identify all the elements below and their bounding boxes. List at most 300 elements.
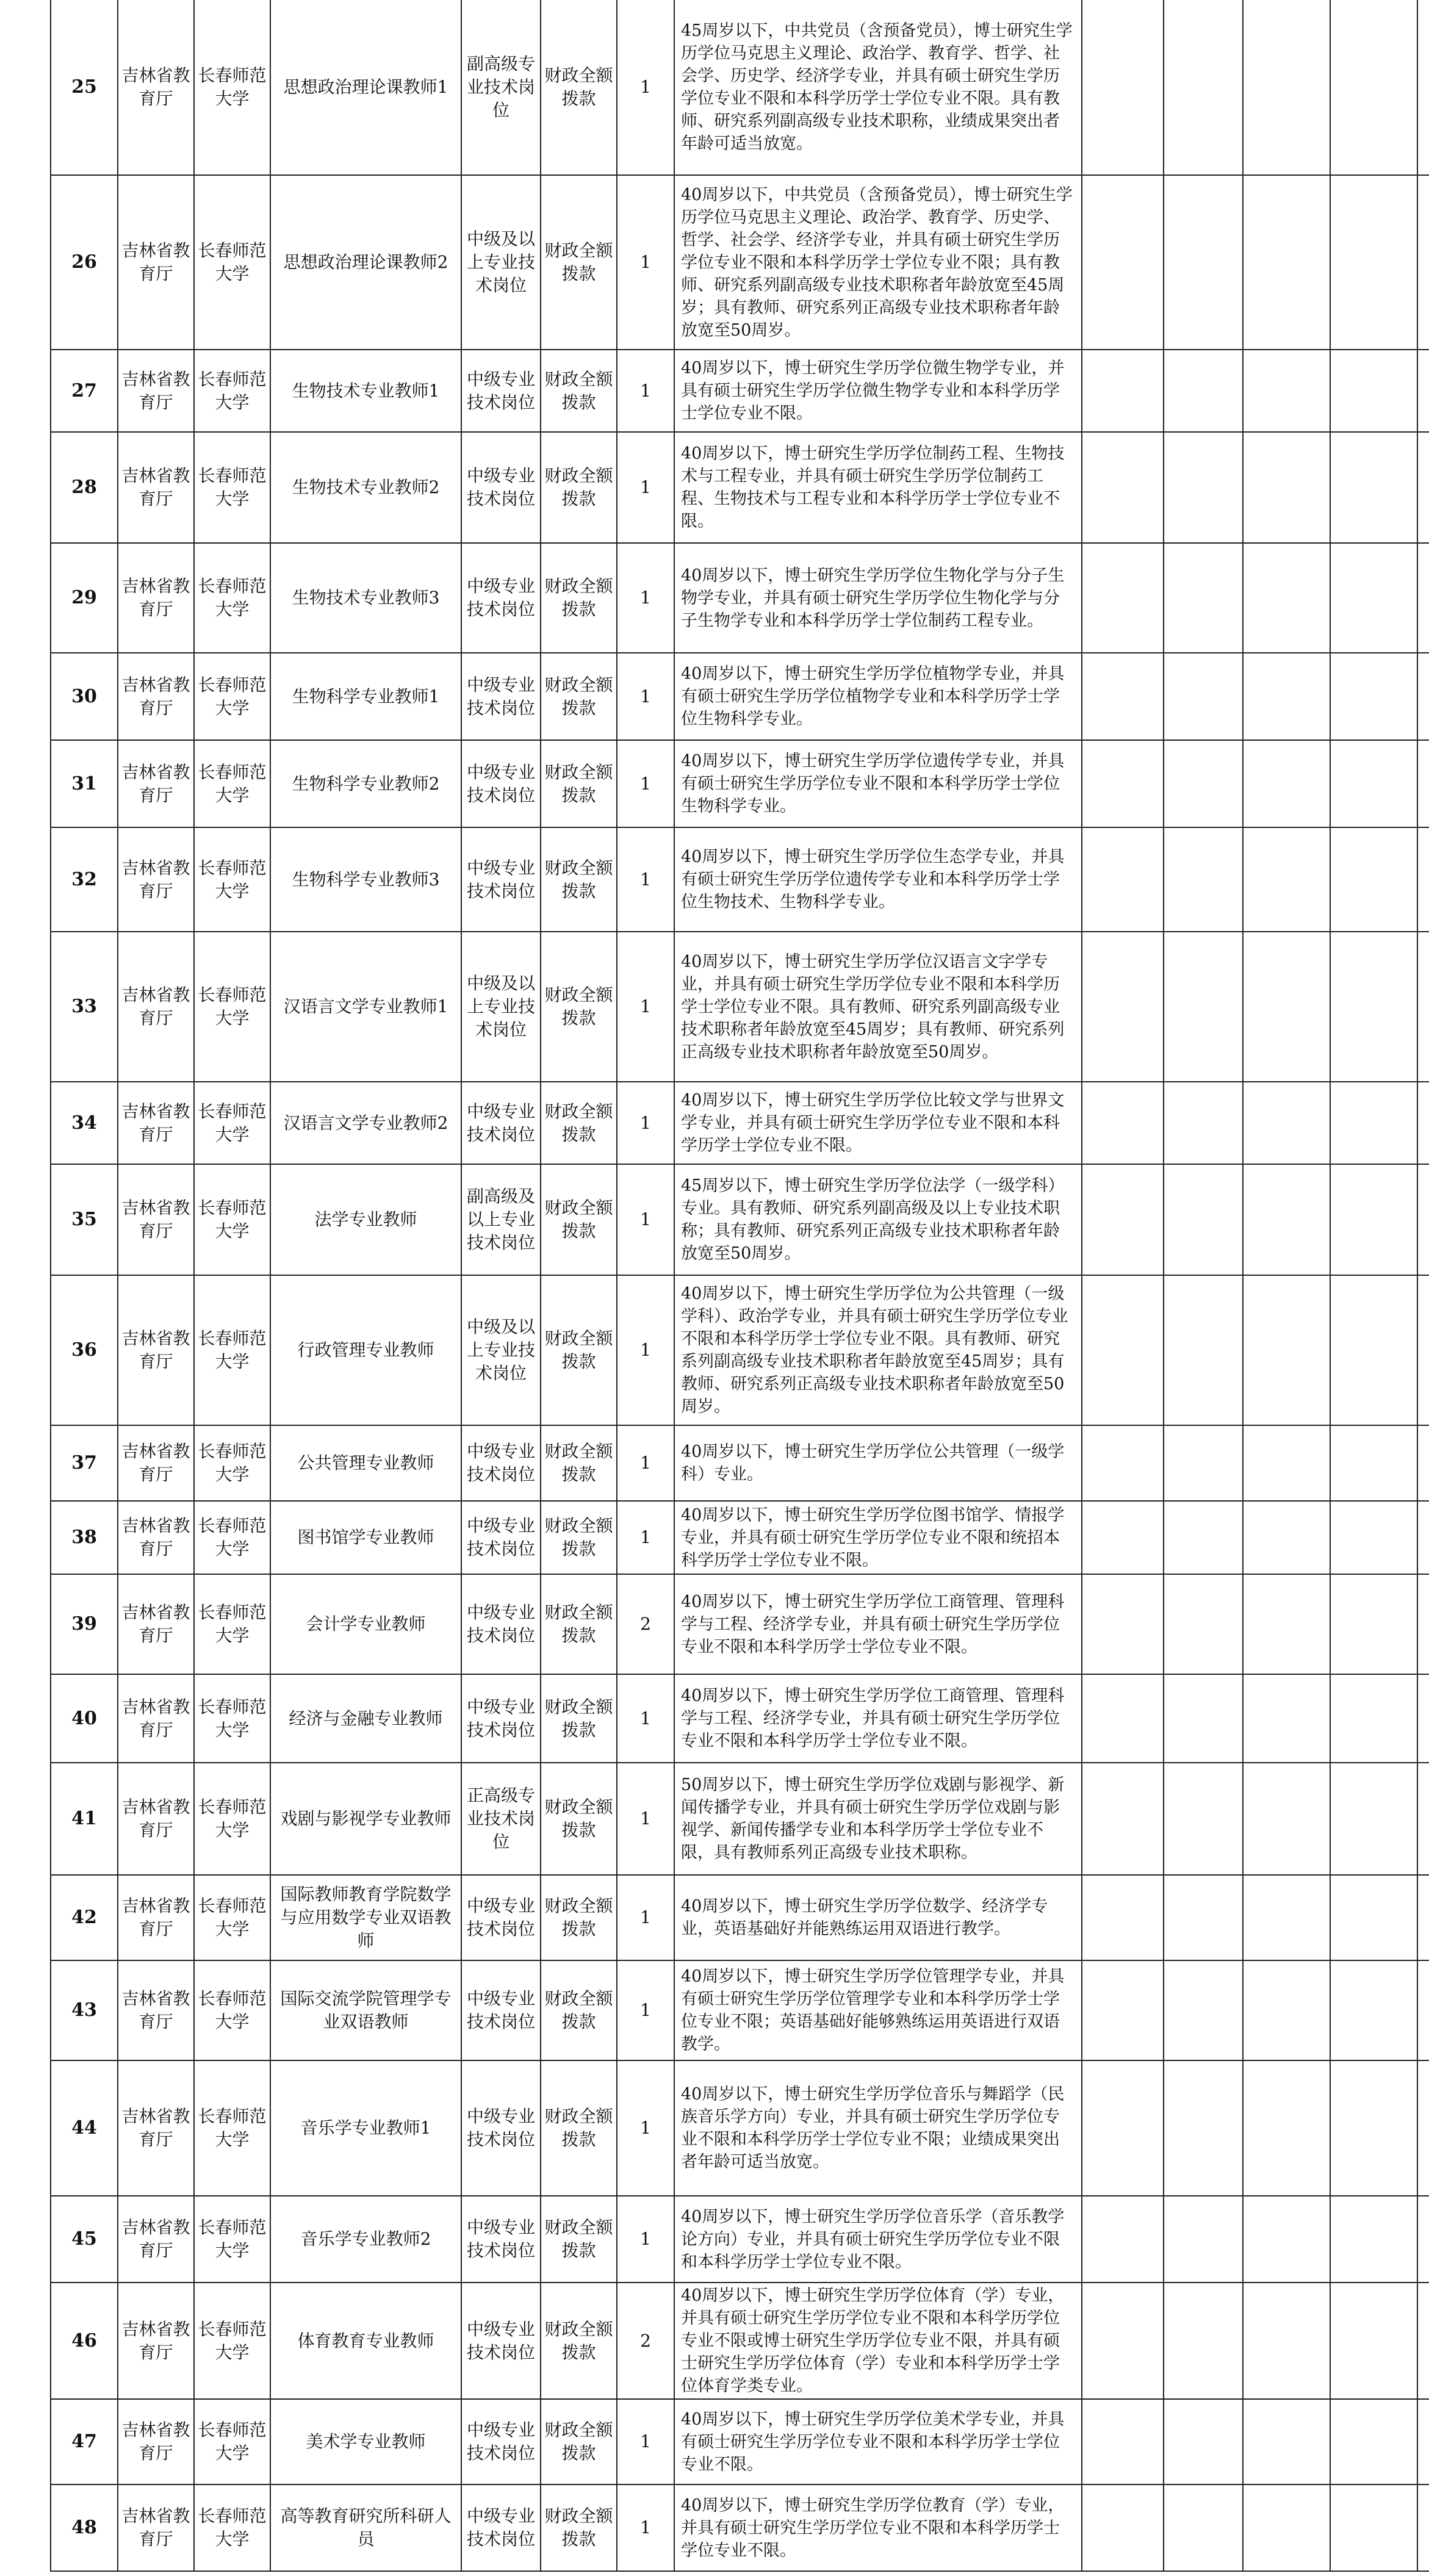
cell-empty [1082, 0, 1164, 175]
cell-employer: 长春师范大学 [194, 1082, 270, 1164]
cell-empty [1417, 1501, 1429, 1574]
cell-empty [1330, 1960, 1417, 2060]
cell-employer: 长春师范大学 [194, 653, 270, 740]
cell-empty [1417, 1082, 1429, 1164]
cell-empty [1243, 350, 1330, 432]
cell-funding: 财政全额拨款 [541, 1501, 617, 1574]
cell-empty [1330, 2196, 1417, 2283]
cell-requirements: 40周岁以下，博士研究生学历学位工商管理、管理科学与工程、经济学专业，并具有硕士研究生学历学位专业不限和本科学历学士学位专业不限。 [674, 1574, 1082, 1674]
cell-empty [1082, 432, 1164, 543]
cell-empty [1243, 0, 1330, 175]
cell-requirements: 40周岁以下，博士研究生学历学位生态学专业，并具有硕士研究生学历学位遗传学专业和本科学历学士学位生物技术、生物科学专业。 [674, 827, 1082, 932]
cell-employer: 长春师范大学 [194, 932, 270, 1082]
cell-row-number: 37 [51, 1425, 118, 1501]
cell-empty [1330, 432, 1417, 543]
cell-requirements: 40周岁以下，博士研究生学历学位数学、经济学专业，英语基础好并能熟练运用双语进行教学。 [674, 1875, 1082, 1960]
cell-empty [1243, 2399, 1330, 2484]
cell-post-name: 音乐学专业教师2 [270, 2196, 461, 2283]
cell-empty [1417, 1960, 1429, 2060]
cell-empty [1164, 432, 1243, 543]
cell-empty [1243, 1674, 1330, 1763]
table-row [51, 740, 1429, 827]
cell-requirements: 40周岁以下，博士研究生学历学位工商管理、管理科学与工程、经济学专业，并具有硕士研究生学历学位专业不限和本科学历学士学位专业不限。 [674, 1674, 1082, 1763]
cell-row-number: 48 [51, 2484, 118, 2571]
cell-requirements: 40周岁以下，博士研究生学历学位音乐学（音乐教学论方向）专业，并具有硕士研究生学历学位专业不限和本科学历学士学位专业不限。 [674, 2196, 1082, 2283]
cell-post-name: 会计学专业教师 [270, 1574, 461, 1674]
cell-headcount: 1 [617, 1501, 674, 1574]
cell-empty [1243, 827, 1330, 932]
cell-row-number: 31 [51, 740, 118, 827]
cell-row-number: 29 [51, 543, 118, 653]
cell-department: 吉林省教育厅 [118, 2283, 194, 2399]
table-row [51, 1275, 1429, 1425]
cell-headcount: 1 [617, 350, 674, 432]
cell-empty [1417, 932, 1429, 1082]
cell-empty [1243, 1875, 1330, 1960]
cell-row-number: 25 [51, 0, 118, 175]
cell-post-name: 思想政治理论课教师1 [270, 0, 461, 175]
cell-empty [1243, 932, 1330, 1082]
cell-department: 吉林省教育厅 [118, 1574, 194, 1674]
cell-row-number: 40 [51, 1674, 118, 1763]
cell-empty [1417, 2399, 1429, 2484]
cell-employer: 长春师范大学 [194, 1960, 270, 2060]
cell-headcount: 2 [617, 1574, 674, 1674]
table-row [51, 2196, 1429, 2283]
cell-department: 吉林省教育厅 [118, 2060, 194, 2196]
cell-empty [1417, 2484, 1429, 2571]
cell-post-level: 正高级专业技术岗位 [461, 1763, 541, 1875]
cell-empty [1164, 1875, 1243, 1960]
cell-empty [1330, 543, 1417, 653]
cell-empty [1330, 2484, 1417, 2571]
cell-headcount: 1 [617, 653, 674, 740]
cell-empty [1417, 2060, 1429, 2196]
cell-funding: 财政全额拨款 [541, 175, 617, 350]
cell-headcount: 2 [617, 2283, 674, 2399]
cell-headcount: 1 [617, 2484, 674, 2571]
cell-funding: 财政全额拨款 [541, 1674, 617, 1763]
cell-requirements: 40周岁以下，博士研究生学历学位教育（学）专业，并具有硕士研究生学历学位专业不限和本科学历学士学位专业不限。 [674, 2484, 1082, 2571]
cell-department: 吉林省教育厅 [118, 1275, 194, 1425]
cell-employer: 长春师范大学 [194, 1275, 270, 1425]
cell-empty [1330, 1674, 1417, 1763]
cell-post-name: 生物技术专业教师2 [270, 432, 461, 543]
cell-department: 吉林省教育厅 [118, 1501, 194, 1574]
cell-requirements: 40周岁以下，博士研究生学历学位图书馆学、情报学专业，并具有硕士研究生学历学位专业不限和统招本科学历学士学位专业不限。 [674, 1501, 1082, 1574]
table-row [51, 1501, 1429, 1574]
cell-requirements: 40周岁以下，博士研究生学历学位遗传学专业，并具有硕士研究生学历学位专业不限和本科学历学士学位生物科学专业。 [674, 740, 1082, 827]
cell-empty [1330, 175, 1417, 350]
cell-empty [1164, 653, 1243, 740]
cell-department: 吉林省教育厅 [118, 740, 194, 827]
cell-empty [1164, 1501, 1243, 1574]
cell-empty [1243, 1501, 1330, 1574]
cell-empty [1330, 2399, 1417, 2484]
cell-funding: 财政全额拨款 [541, 827, 617, 932]
cell-empty [1417, 1425, 1429, 1501]
cell-requirements: 40周岁以下，博士研究生学历学位比较文学与世界文学专业，并具有硕士研究生学历学位专业不限和本科学历学士学位专业不限。 [674, 1082, 1082, 1164]
cell-empty [1164, 350, 1243, 432]
cell-empty [1330, 653, 1417, 740]
cell-empty [1243, 1275, 1330, 1425]
cell-post-name: 戏剧与影视学专业教师 [270, 1763, 461, 1875]
cell-post-name: 高等教育研究所科研人员 [270, 2484, 461, 2571]
cell-row-number: 32 [51, 827, 118, 932]
cell-post-name: 生物科学专业教师3 [270, 827, 461, 932]
cell-row-number: 26 [51, 175, 118, 350]
cell-department: 吉林省教育厅 [118, 2484, 194, 2571]
cell-post-level: 中级专业技术岗位 [461, 2283, 541, 2399]
cell-empty [1417, 1875, 1429, 1960]
cell-headcount: 1 [617, 932, 674, 1082]
cell-requirements: 45周岁以下，博士研究生学历学位法学（一级学科）专业。具有教师、研究系列副高级及以上专业技术职称；具有教师、研究系列正高级专业技术职称者年龄放宽至50周岁。 [674, 1164, 1082, 1275]
cell-row-number: 36 [51, 1275, 118, 1425]
table-row [51, 543, 1429, 653]
cell-row-number: 47 [51, 2399, 118, 2484]
cell-empty [1082, 740, 1164, 827]
cell-funding: 财政全额拨款 [541, 0, 617, 175]
cell-empty [1082, 1574, 1164, 1674]
cell-employer: 长春师范大学 [194, 175, 270, 350]
cell-row-number: 35 [51, 1164, 118, 1275]
cell-department: 吉林省教育厅 [118, 653, 194, 740]
cell-empty [1330, 1574, 1417, 1674]
cell-empty [1082, 1275, 1164, 1425]
cell-row-number: 28 [51, 432, 118, 543]
cell-funding: 财政全额拨款 [541, 432, 617, 543]
cell-empty [1330, 1275, 1417, 1425]
cell-empty [1243, 2196, 1330, 2283]
cell-empty [1164, 1425, 1243, 1501]
cell-empty [1082, 1082, 1164, 1164]
cell-empty [1243, 1763, 1330, 1875]
cell-post-name: 美术学专业教师 [270, 2399, 461, 2484]
cell-empty [1330, 2060, 1417, 2196]
table-row [51, 1082, 1429, 1164]
cell-row-number: 33 [51, 932, 118, 1082]
cell-empty [1164, 740, 1243, 827]
cell-empty [1082, 350, 1164, 432]
cell-empty [1330, 1501, 1417, 1574]
cell-empty [1082, 543, 1164, 653]
cell-requirements: 40周岁以下，博士研究生学历学位美术学专业，并具有硕士研究生学历学位专业不限和本科学历学士学位专业不限。 [674, 2399, 1082, 2484]
table-row [51, 2060, 1429, 2196]
cell-department: 吉林省教育厅 [118, 2196, 194, 2283]
table-row [51, 175, 1429, 350]
cell-requirements: 40周岁以下，博士研究生学历学位植物学专业，并具有硕士研究生学历学位植物学专业和本科学历学士学位生物科学专业。 [674, 653, 1082, 740]
cell-post-name: 音乐学专业教师1 [270, 2060, 461, 2196]
cell-empty [1164, 1574, 1243, 1674]
cell-headcount: 1 [617, 1164, 674, 1275]
cell-empty [1082, 2283, 1164, 2399]
cell-empty [1417, 0, 1429, 175]
cell-headcount: 1 [617, 2060, 674, 2196]
cell-empty [1164, 2060, 1243, 2196]
cell-post-level: 中级专业技术岗位 [461, 1574, 541, 1674]
cell-post-level: 中级专业技术岗位 [461, 827, 541, 932]
recruitment-table-sheet [50, 0, 1417, 2572]
cell-post-name: 公共管理专业教师 [270, 1425, 461, 1501]
cell-funding: 财政全额拨款 [541, 740, 617, 827]
cell-headcount: 1 [617, 2399, 674, 2484]
cell-empty [1082, 1674, 1164, 1763]
table-row [51, 432, 1429, 543]
cell-requirements: 40周岁以下，博士研究生学历学位公共管理（一级学科）专业。 [674, 1425, 1082, 1501]
cell-empty [1330, 2283, 1417, 2399]
cell-funding: 财政全额拨款 [541, 1164, 617, 1275]
table-row [51, 2283, 1429, 2399]
cell-funding: 财政全额拨款 [541, 1574, 617, 1674]
cell-requirements: 50周岁以下，博士研究生学历学位戏剧与影视学、新闻传播学专业，并具有硕士研究生学历学位戏剧与影视学、新闻传播学专业和本科学历学士学位专业不限，具有教师系列正高级专业技术职称。 [674, 1763, 1082, 1875]
cell-employer: 长春师范大学 [194, 740, 270, 827]
cell-department: 吉林省教育厅 [118, 0, 194, 175]
cell-empty [1164, 2399, 1243, 2484]
cell-empty [1330, 350, 1417, 432]
cell-headcount: 1 [617, 432, 674, 543]
cell-row-number: 41 [51, 1763, 118, 1875]
cell-requirements: 40周岁以下，博士研究生学历学位为公共管理（一级学科）、政治学专业，并具有硕士研究生学历学位专业不限和本科学历学士学位专业不限。具有教师、研究系列副高级专业技术职称者年龄放宽至45周岁；具有教师、研究系列正高级专业技术职称者年龄放宽至50周岁。 [674, 1275, 1082, 1425]
cell-empty [1164, 1164, 1243, 1275]
cell-post-level: 中级专业技术岗位 [461, 1875, 541, 1960]
cell-empty [1417, 2196, 1429, 2283]
cell-post-level: 中级及以上专业技术岗位 [461, 1275, 541, 1425]
cell-post-name: 汉语言文学专业教师1 [270, 932, 461, 1082]
cell-post-level: 副高级及以上专业技术岗位 [461, 1164, 541, 1275]
cell-employer: 长春师范大学 [194, 1763, 270, 1875]
cell-empty [1243, 1960, 1330, 2060]
cell-empty [1082, 1501, 1164, 1574]
cell-post-level: 中级专业技术岗位 [461, 1425, 541, 1501]
cell-empty [1164, 175, 1243, 350]
cell-funding: 财政全额拨款 [541, 2060, 617, 2196]
recruitment-table [50, 0, 1429, 2572]
cell-empty [1243, 1574, 1330, 1674]
cell-row-number: 43 [51, 1960, 118, 2060]
cell-empty [1164, 0, 1243, 175]
cell-post-name: 体育教育专业教师 [270, 2283, 461, 2399]
cell-empty [1417, 653, 1429, 740]
cell-empty [1243, 2060, 1330, 2196]
cell-post-name: 国际教师教育学院数学与应用数学专业双语教师 [270, 1875, 461, 1960]
cell-post-level: 中级专业技术岗位 [461, 1960, 541, 2060]
cell-empty [1243, 2484, 1330, 2571]
cell-empty [1330, 1164, 1417, 1275]
table-row [51, 350, 1429, 432]
cell-headcount: 1 [617, 1875, 674, 1960]
cell-post-name: 汉语言文学专业教师2 [270, 1082, 461, 1164]
cell-empty [1082, 827, 1164, 932]
cell-empty [1164, 932, 1243, 1082]
cell-headcount: 1 [617, 1275, 674, 1425]
cell-funding: 财政全额拨款 [541, 2484, 617, 2571]
cell-empty [1243, 2283, 1330, 2399]
cell-requirements: 40周岁以下，中共党员（含预备党员），博士研究生学历学位马克思主义理论、政治学、教育学、历史学、哲学、社会学、经济学专业，并具有硕士研究生学历学位专业不限和本科学历学士学位专业不限；具有教师、研究系列副高级专业技术职称者年龄放宽至45周岁；具有教师、研究系列正高级专业技术职称者年龄放宽至50周岁。 [674, 175, 1082, 350]
cell-empty [1243, 543, 1330, 653]
cell-empty [1417, 175, 1429, 350]
cell-empty [1330, 1763, 1417, 1875]
cell-empty [1243, 1425, 1330, 1501]
cell-employer: 长春师范大学 [194, 1875, 270, 1960]
cell-empty [1243, 1164, 1330, 1275]
cell-empty [1243, 432, 1330, 543]
cell-empty [1164, 1082, 1243, 1164]
table-row [51, 1960, 1429, 2060]
cell-empty [1082, 2399, 1164, 2484]
cell-funding: 财政全额拨款 [541, 1275, 617, 1425]
cell-employer: 长春师范大学 [194, 2060, 270, 2196]
cell-post-name: 行政管理专业教师 [270, 1275, 461, 1425]
table-row [51, 827, 1429, 932]
cell-empty [1417, 1763, 1429, 1875]
cell-empty [1082, 1425, 1164, 1501]
table-row [51, 2399, 1429, 2484]
cell-empty [1330, 740, 1417, 827]
cell-requirements: 40周岁以下，博士研究生学历学位微生物学专业，并具有硕士研究生学历学位微生物学专业和本科学历学士学位专业不限。 [674, 350, 1082, 432]
cell-headcount: 1 [617, 2196, 674, 2283]
cell-empty [1164, 1674, 1243, 1763]
cell-employer: 长春师范大学 [194, 350, 270, 432]
cell-post-level: 中级专业技术岗位 [461, 2060, 541, 2196]
cell-empty [1417, 1164, 1429, 1275]
table-row [51, 0, 1429, 175]
cell-employer: 长春师范大学 [194, 1425, 270, 1501]
cell-empty [1082, 653, 1164, 740]
cell-department: 吉林省教育厅 [118, 827, 194, 932]
cell-employer: 长春师范大学 [194, 2399, 270, 2484]
cell-empty [1164, 1960, 1243, 2060]
cell-empty [1330, 1875, 1417, 1960]
cell-employer: 长春师范大学 [194, 0, 270, 175]
cell-empty [1417, 543, 1429, 653]
cell-empty [1164, 543, 1243, 653]
cell-empty [1082, 2196, 1164, 2283]
cell-empty [1243, 653, 1330, 740]
cell-empty [1330, 1425, 1417, 1501]
cell-headcount: 1 [617, 1082, 674, 1164]
cell-employer: 长春师范大学 [194, 2484, 270, 2571]
cell-post-level: 中级专业技术岗位 [461, 2196, 541, 2283]
cell-empty [1243, 175, 1330, 350]
table-row [51, 653, 1429, 740]
cell-empty [1082, 932, 1164, 1082]
cell-row-number: 44 [51, 2060, 118, 2196]
cell-empty [1164, 1763, 1243, 1875]
cell-empty [1164, 2196, 1243, 2283]
table-row [51, 1425, 1429, 1501]
cell-post-name: 生物科学专业教师1 [270, 653, 461, 740]
cell-employer: 长春师范大学 [194, 543, 270, 653]
table-row [51, 1875, 1429, 1960]
cell-empty [1417, 350, 1429, 432]
cell-department: 吉林省教育厅 [118, 350, 194, 432]
cell-post-name: 法学专业教师 [270, 1164, 461, 1275]
cell-department: 吉林省教育厅 [118, 2399, 194, 2484]
cell-post-level: 中级专业技术岗位 [461, 740, 541, 827]
cell-employer: 长春师范大学 [194, 432, 270, 543]
cell-empty [1082, 1164, 1164, 1275]
table-row [51, 1763, 1429, 1875]
cell-requirements: 45周岁以下，中共党员（含预备党员），博士研究生学历学位马克思主义理论、政治学、教育学、哲学、社会学、历史学、经济学专业，并具有硕士研究生学历学位专业不限和本科学历学士学位专业不限。具有教师、研究系列副高级专业技术职称，业绩成果突出者年龄可适当放宽。 [674, 0, 1082, 175]
cell-empty [1164, 2283, 1243, 2399]
cell-post-level: 中级专业技术岗位 [461, 1674, 541, 1763]
cell-department: 吉林省教育厅 [118, 543, 194, 653]
cell-post-level: 中级专业技术岗位 [461, 350, 541, 432]
cell-headcount: 1 [617, 1425, 674, 1501]
cell-post-level: 中级专业技术岗位 [461, 432, 541, 543]
cell-department: 吉林省教育厅 [118, 932, 194, 1082]
cell-department: 吉林省教育厅 [118, 1960, 194, 2060]
table-body [51, 0, 1429, 2571]
cell-empty [1164, 2484, 1243, 2571]
cell-empty [1417, 432, 1429, 543]
cell-funding: 财政全额拨款 [541, 932, 617, 1082]
cell-funding: 财政全额拨款 [541, 2196, 617, 2283]
cell-funding: 财政全额拨款 [541, 350, 617, 432]
cell-row-number: 38 [51, 1501, 118, 1574]
cell-empty [1082, 2484, 1164, 2571]
cell-employer: 长春师范大学 [194, 2283, 270, 2399]
cell-funding: 财政全额拨款 [541, 1425, 617, 1501]
cell-post-level: 中级专业技术岗位 [461, 653, 541, 740]
cell-post-level: 中级专业技术岗位 [461, 2399, 541, 2484]
cell-headcount: 1 [617, 175, 674, 350]
cell-empty [1164, 827, 1243, 932]
cell-empty [1082, 2060, 1164, 2196]
cell-empty [1417, 740, 1429, 827]
cell-empty [1082, 1875, 1164, 1960]
table-row [51, 932, 1429, 1082]
cell-post-name: 生物技术专业教师1 [270, 350, 461, 432]
cell-post-name: 生物技术专业教师3 [270, 543, 461, 653]
cell-empty [1330, 0, 1417, 175]
cell-requirements: 40周岁以下，博士研究生学历学位制药工程、生物技术与工程专业，并具有硕士研究生学历学位制药工程、生物技术与工程专业和本科学历学士学位专业不限。 [674, 432, 1082, 543]
cell-empty [1417, 1674, 1429, 1763]
cell-post-level: 中级专业技术岗位 [461, 1501, 541, 1574]
cell-post-name: 经济与金融专业教师 [270, 1674, 461, 1763]
cell-funding: 财政全额拨款 [541, 2283, 617, 2399]
cell-department: 吉林省教育厅 [118, 1763, 194, 1875]
table-row [51, 1574, 1429, 1674]
cell-headcount: 1 [617, 1674, 674, 1763]
cell-post-level: 中级及以上专业技术岗位 [461, 932, 541, 1082]
cell-post-level: 中级专业技术岗位 [461, 1082, 541, 1164]
cell-employer: 长春师范大学 [194, 1674, 270, 1763]
cell-row-number: 39 [51, 1574, 118, 1674]
cell-empty [1243, 740, 1330, 827]
cell-empty [1417, 827, 1429, 932]
cell-row-number: 34 [51, 1082, 118, 1164]
cell-department: 吉林省教育厅 [118, 1875, 194, 1960]
cell-post-name: 国际交流学院管理学专业双语教师 [270, 1960, 461, 2060]
cell-row-number: 45 [51, 2196, 118, 2283]
cell-funding: 财政全额拨款 [541, 1875, 617, 1960]
cell-post-level: 副高级专业技术岗位 [461, 0, 541, 175]
cell-funding: 财政全额拨款 [541, 2399, 617, 2484]
cell-row-number: 46 [51, 2283, 118, 2399]
cell-department: 吉林省教育厅 [118, 175, 194, 350]
cell-empty [1417, 1574, 1429, 1674]
cell-empty [1243, 1082, 1330, 1164]
cell-department: 吉林省教育厅 [118, 1164, 194, 1275]
cell-requirements: 40周岁以下，博士研究生学历学位管理学专业，并具有硕士研究生学历学位管理学专业和本科学历学士学位专业不限；英语基础好能够熟练运用英语进行双语教学。 [674, 1960, 1082, 2060]
cell-department: 吉林省教育厅 [118, 1674, 194, 1763]
cell-funding: 财政全额拨款 [541, 1960, 617, 2060]
cell-employer: 长春师范大学 [194, 2196, 270, 2283]
table-row [51, 2484, 1429, 2571]
cell-employer: 长春师范大学 [194, 827, 270, 932]
cell-post-name: 思想政治理论课教师2 [270, 175, 461, 350]
